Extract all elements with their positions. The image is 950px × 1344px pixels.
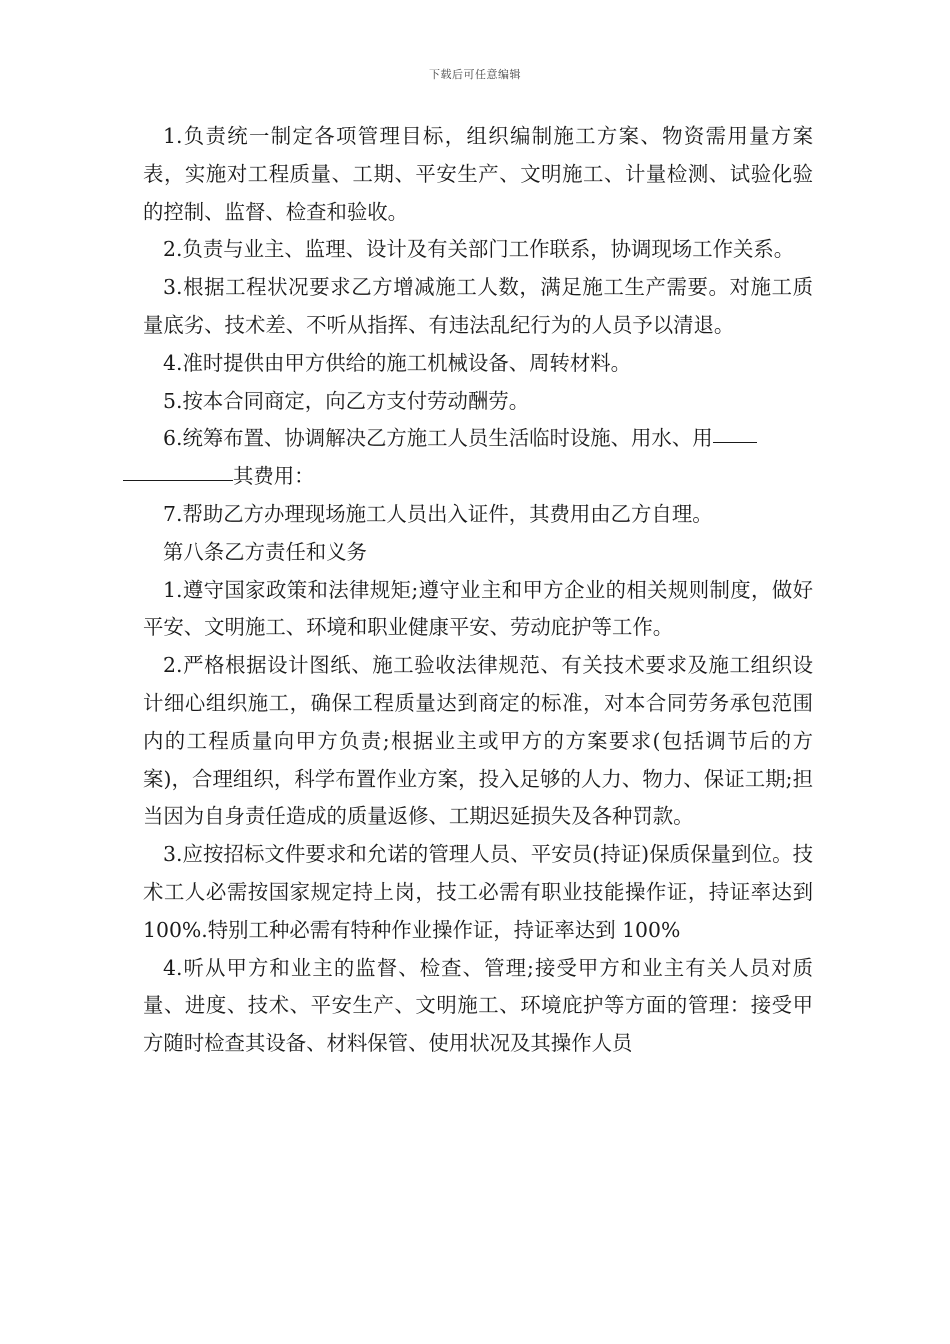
document-body — [143, 118, 813, 1063]
paragraph-6-text-before: 6.统筹布置、协调解决乙方施工人员生活临时设施、用水、用 — [163, 426, 713, 451]
page-header: 下载后可任意编辑 — [429, 68, 521, 81]
paragraph-2: 2.负责与业主、监理、设计及有关部门工作联系，协调现场工作关系。 — [163, 237, 795, 262]
section-heading-article-8: 第八条乙方责任和义务 — [163, 539, 367, 564]
paragraph-7: 7.帮助乙方办理现场施工人员出入证件，其费用由乙方自理。 — [163, 501, 713, 526]
paragraph-3: 3.根据工程状况要求乙方增减施工人数，满足施工生产需要。对施工质量底劣、技术差、不听从指挥、有违法乱纪行为的人员予以清退。 — [143, 275, 813, 337]
fill-blank-line-continued — [123, 460, 233, 481]
paragraph-6-text-after: 其费用： — [233, 464, 315, 489]
paragraph-6 — [143, 420, 813, 496]
paragraph-1: 1.负责统一制定各项管理目标，组织编制施工方案、物资需用量方案表，实施对工程质量、工期、平安生产、文明施工、计量检测、试验化验的控制、监督、检查和验收。 — [143, 124, 813, 224]
paragraph-4: 4.准时提供由甲方供给的施工机械设备、周转材料。 — [163, 350, 632, 375]
fill-blank-line — [713, 422, 757, 443]
paragraph-5: 5.按本合同商定，向乙方支付劳动酬劳。 — [163, 388, 530, 413]
paragraph-8-3: 3.应按招标文件要求和允诺的管理人员、平安员(持证)保质保量到位。技术工人必需按国家规定持上岗，技工必需有职业技能操作证，持证率达到 100%.特别工种必需有特种作业操作证，持证率达到 100% — [143, 842, 813, 942]
paragraph-8-2: 2.严格根据设计图纸、施工验收法律规范、有关技术要求及施工组织设计细心组织施工，确保工程质量达到商定的标准，对本合同劳务承包范围内的工程质量向甲方负责;根据业主或甲方的方案要求(包括调节后的方案)，合理组织，科学布置作业方案，投入足够的人力、物力、保证工期;担当因为自身责任造成的质量返修、工期迟延损失及各种罚款。 — [143, 653, 813, 829]
paragraph-8-1: 1.遵守国家政策和法律规矩;遵守业主和甲方企业的相关规则制度，做好平安、文明施工、环境和职业健康平安、劳动庇护等工作。 — [143, 577, 813, 640]
paragraph-8-4: 4.听从甲方和业主的监督、检查、管理;接受甲方和业主有关人员对质量、进度、技术、平安生产、文明施工、环境庇护等方面的管理：接受甲方随时检查其设备、材料保管、使用状况及其操作人员 — [143, 955, 813, 1056]
